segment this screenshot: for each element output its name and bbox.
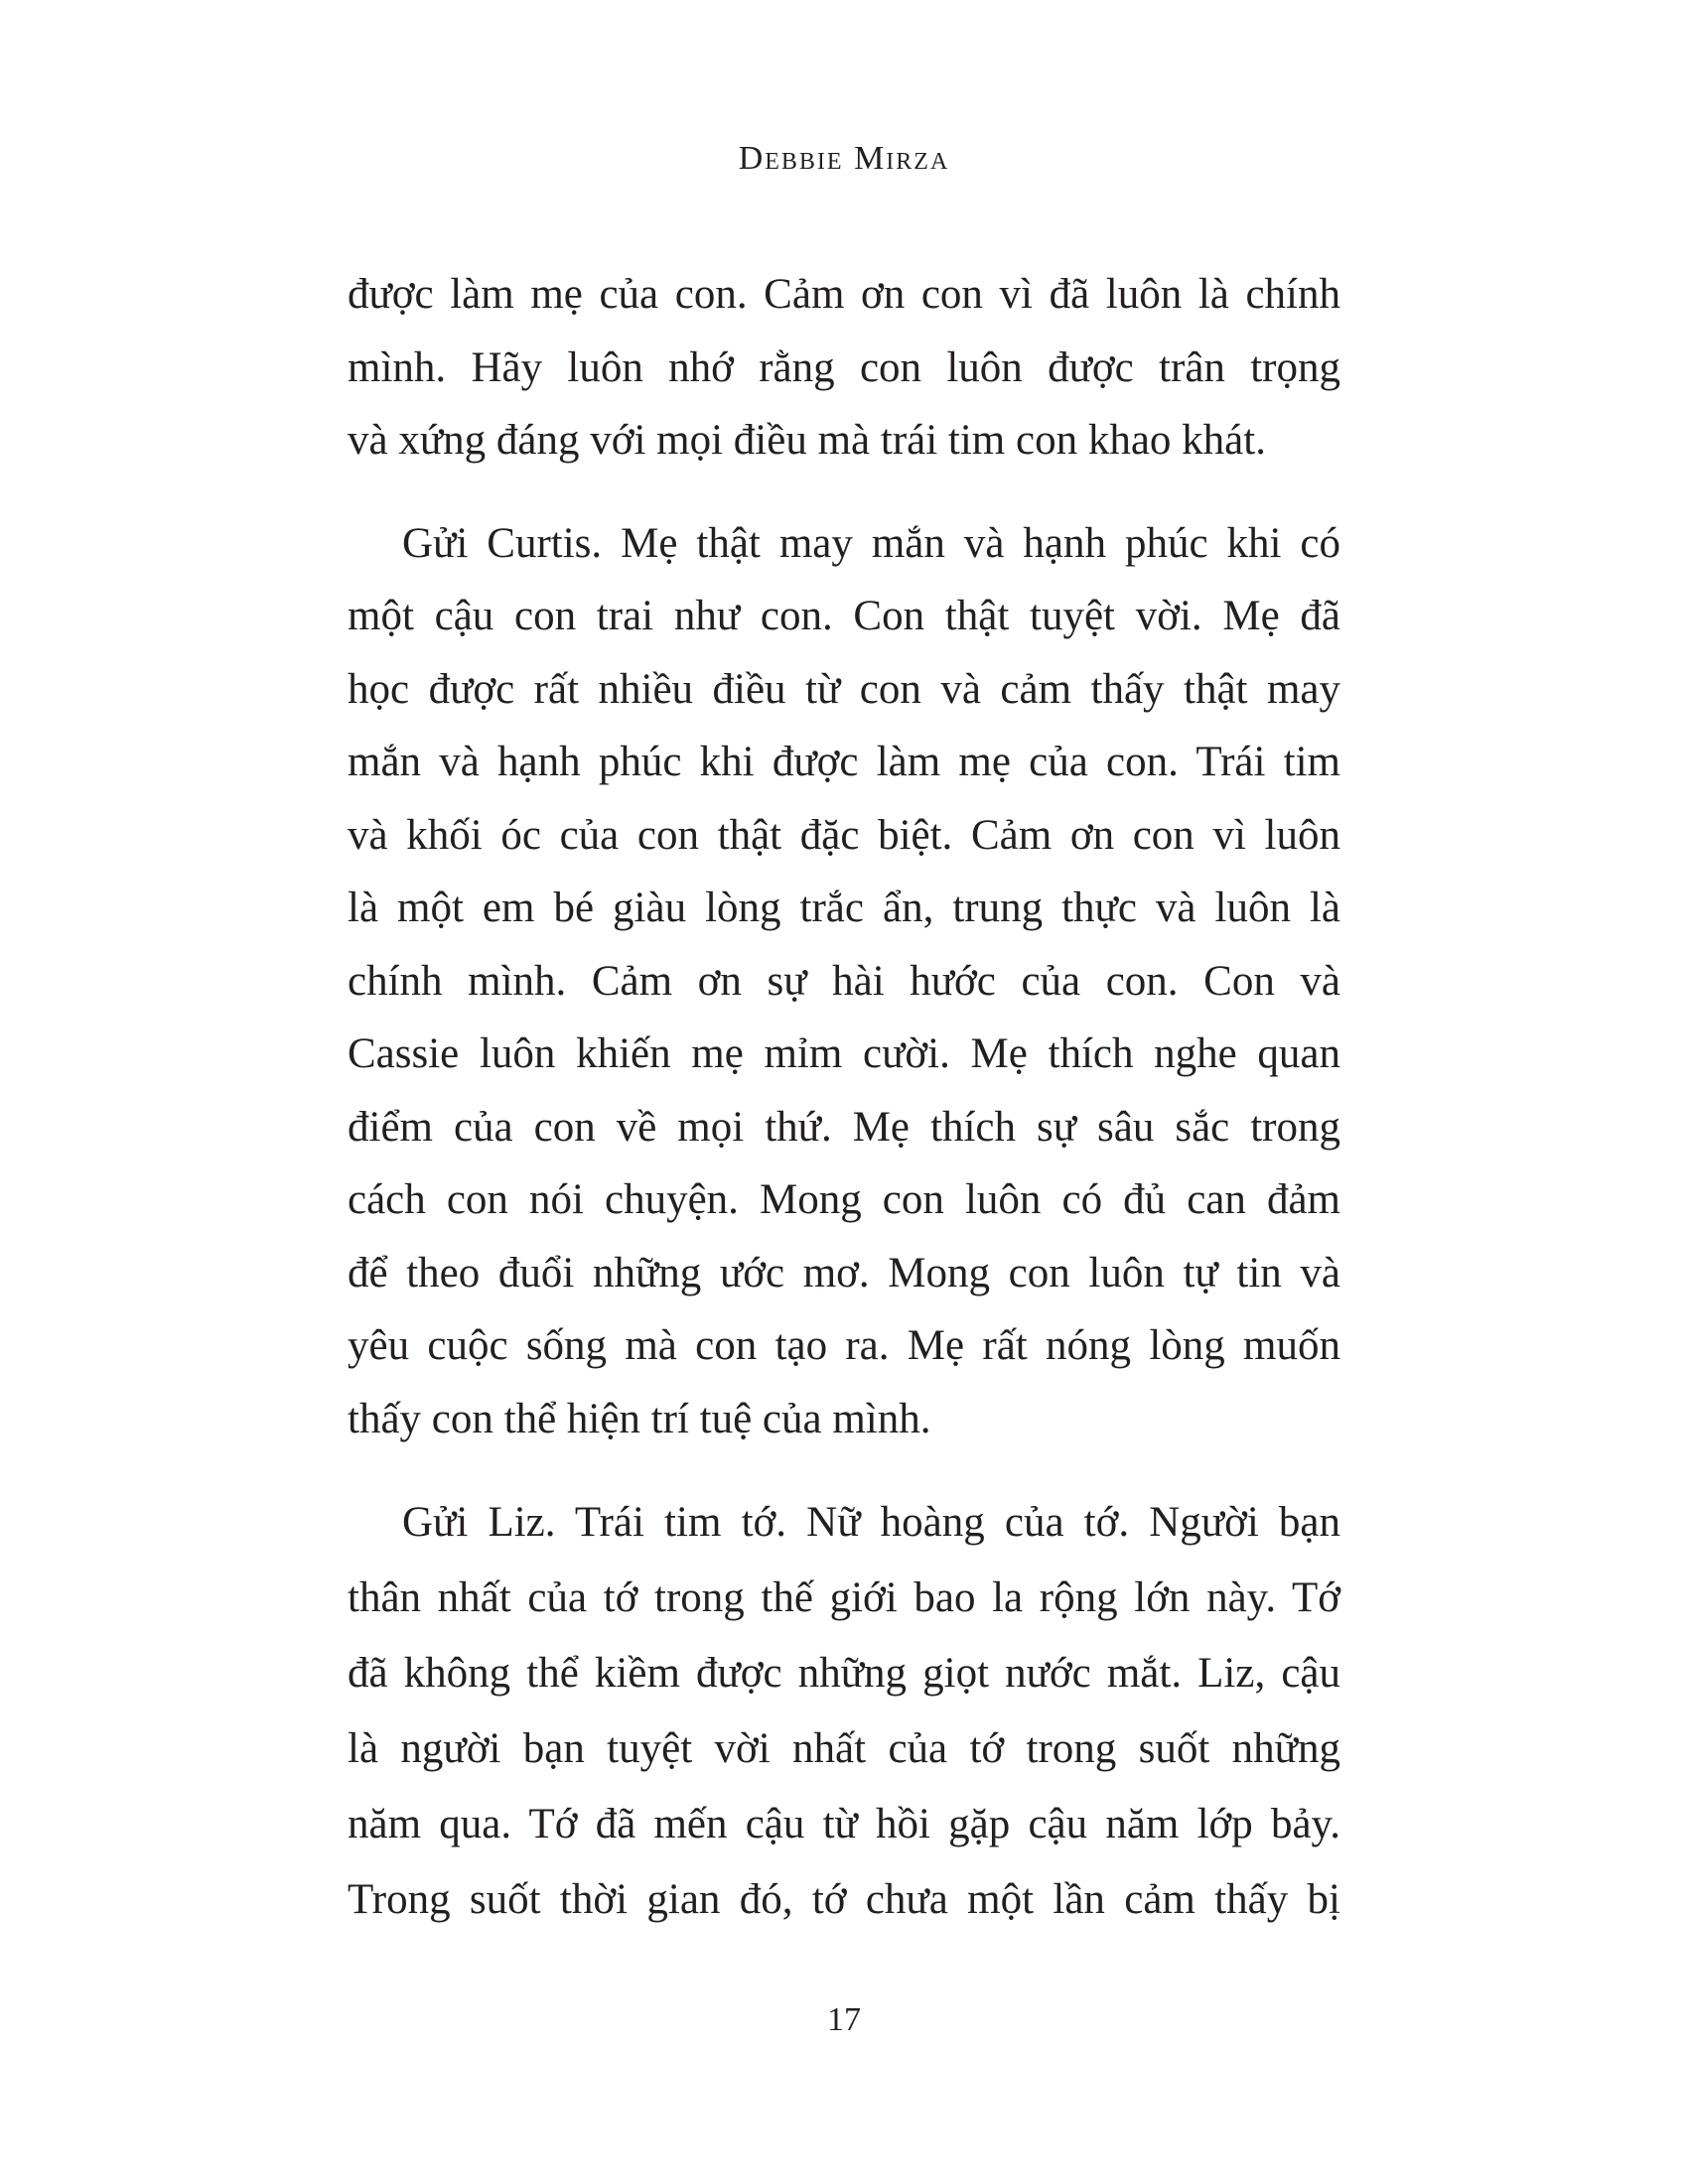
- paragraph-gap: [348, 1455, 1340, 1485]
- text-line: và khối óc của con thật đặc biệt. Cảm ơn con vì luôn: [348, 811, 1340, 859]
- text-line: mắn và hạnh phúc khi được làm mẹ của con. Trái tim: [348, 739, 1340, 785]
- page-number: 17: [827, 2001, 861, 2038]
- text-line: là người bạn tuyệt vời nhất của tớ trong suốt những: [348, 1725, 1340, 1772]
- body-text: [348, 258, 1340, 1938]
- text-line: Cassie luôn khiến mẹ mỉm cười. Mẹ thích nghe quan: [348, 1030, 1340, 1077]
- text-line: mình. Hãy luôn nhớ rằng con luôn được trân trọng: [348, 343, 1340, 391]
- paragraph: [348, 1485, 1340, 1938]
- text-line: và xứng đáng với mọi điều mà trái tim con khao khát.: [348, 417, 1266, 464]
- text-line: thấy con thể hiện trí tuệ của mình.: [348, 1395, 931, 1442]
- text-line: Gửi Curtis. Mẹ thật may mắn và hạnh phúc khi có: [402, 519, 1340, 567]
- text-line: là một em bé giàu lòng trắc ẩn, trung thực và luôn là: [348, 885, 1340, 931]
- text-line: một cậu con trai như con. Con thật tuyệt vời. Mẹ đã: [348, 593, 1340, 639]
- text-line: đã không thể kiềm được những giọt nước mắt. Liz, cậu: [348, 1650, 1340, 1697]
- text-line: Gửi Liz. Trái tim tớ. Nữ hoàng của tớ. Người bạn: [402, 1499, 1340, 1546]
- text-line: để theo đuổi những ước mơ. Mong con luôn tự tin và: [348, 1249, 1340, 1297]
- text-line: thân nhất của tớ trong thế giới bao la rộng lớn này. Tớ: [348, 1574, 1340, 1621]
- text-line: năm qua. Tớ đã mến cậu từ hồi gặp cậu năm lớp bảy.: [348, 1801, 1340, 1847]
- paragraph-gap: [348, 478, 1340, 507]
- text-line: yêu cuộc sống mà con tạo ra. Mẹ rất nóng lòng muốn: [348, 1322, 1340, 1369]
- paragraph: [348, 258, 1340, 478]
- text-line: điểm của con về mọi thứ. Mẹ thích sự sâu sắc trong: [348, 1103, 1340, 1151]
- paragraph: [348, 507, 1340, 1456]
- text-line: chính mình. Cảm ơn sự hài hước của con. Con và: [348, 957, 1340, 1005]
- text-line: Trong suốt thời gian đó, tớ chưa một lần cảm thấy bị: [348, 1876, 1340, 1923]
- running-head: Debbie Mirza: [738, 140, 950, 177]
- text-line: được làm mẹ của con. Cảm ơn con vì đã luôn là chính: [348, 271, 1340, 318]
- text-line: học được rất nhiều điều từ con và cảm thấy thật may: [348, 665, 1340, 713]
- text-line: cách con nói chuyện. Mong con luôn có đủ can đảm: [348, 1176, 1340, 1223]
